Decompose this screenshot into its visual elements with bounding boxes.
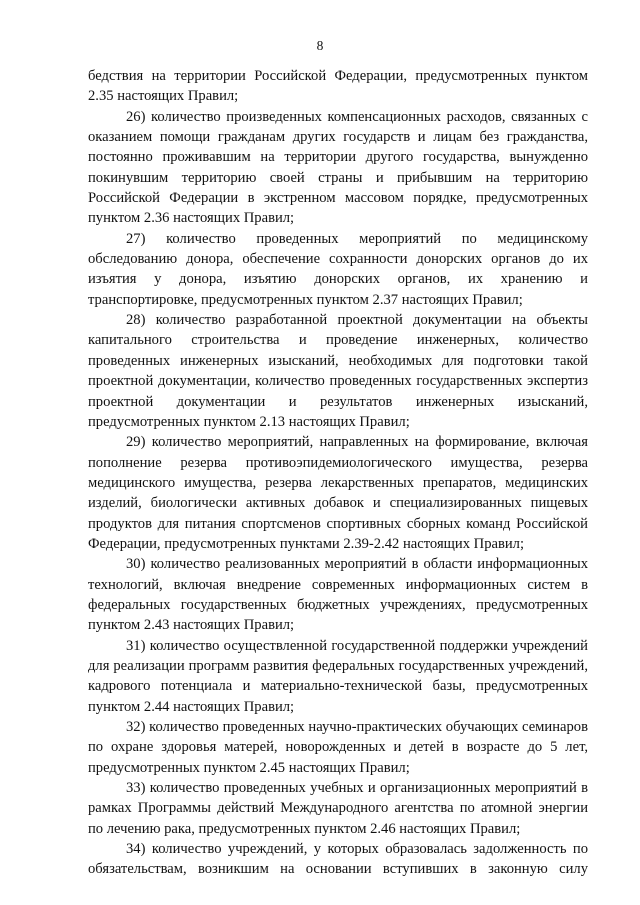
page-number: 8 <box>316 38 324 53</box>
paragraph-item-31: 31) количество осуществленной государственной поддержки учреждений для реализации программ развития федеральных государственных учреждений, кадрового потенциала и материально-технической базы, предусмотренных пунктом 2.44 настоящих Правил; <box>88 637 588 715</box>
paragraph-item-30: 30) количество реализованных мероприятий в области информационных технологий, включая внедрение современных информационных систем в федеральных государственных бюджетных учреждениях, предусмотренных пунктом 2.43 настоящих Правил; <box>88 556 588 634</box>
paragraph-item-28: 28) количество разработанной проектной документации на объекты капитального строительства и проведение инженерных, количество проведенных инженерных изысканий, необходимых для подготовки такой проектной документации, количество проведенных государственных экспертиз проектной документации и результатов инженерных изысканий, предусмотренных пунктом 2.13 настоящих Правил; <box>88 312 588 430</box>
paragraph-item-26: 26) количество произведенных компенсационных расходов, связанных с оказанием помощи гражданам других государств и лицам без гражданства, постоянно проживавшим на территории другого государства, вынужденно покинувшим территорию своей страны и прибывшим на территорию Российской Федерации в экстренном массовом порядке, предусмотренных пунктом 2.36 настоящих Правил; <box>88 108 588 227</box>
document-body <box>88 66 588 880</box>
paragraph-item-34: 34) количество учреждений, у которых образовалась задолженность по обязательствам, возникшим на основании вступивших в законную силу <box>88 841 588 878</box>
paragraph-item-33: 33) количество проведенных учебных и организационных мероприятий в рамках Программы действий Международного агентства по атомной энергии по лечению рака, предусмотренных пунктом 2.46 настоящих Правил; <box>88 780 588 837</box>
paragraph-item-29: 29) количество мероприятий, направленных на формирование, включая пополнение резерва противоэпидемиологического имущества, резерва медицинского имущества, резерва лекарственных препаратов, медицинских изделий, биологически активных добавок и специализированных пищевых продуктов для питания спортсменов спортивных сборных команд Российской Федерации, предусмотренных пунктами 2.39-2.42 настоящих Правил; <box>88 434 588 552</box>
paragraph-item-32: 32) количество проведенных научно-практических обучающих семинаров по охране здоровья матерей, новорожденных и детей в возрасте до 5 лет, предусмотренных пунктом 2.45 настоящих Правил; <box>88 719 588 776</box>
paragraph-item-27: 27) количество проведенных мероприятий по медицинскому обследованию донора, обеспечение сохранности донорских органов до их изъятия у донора, изъятию донорских органов, их хранению и транспортировке, предусмотренных пунктом 2.37 настоящих Правил; <box>88 230 588 308</box>
paragraph-continuation-25: бедствия на территории Российской Федерации, предусмотренных пунктом 2.35 настоящих Правил; <box>88 68 588 105</box>
